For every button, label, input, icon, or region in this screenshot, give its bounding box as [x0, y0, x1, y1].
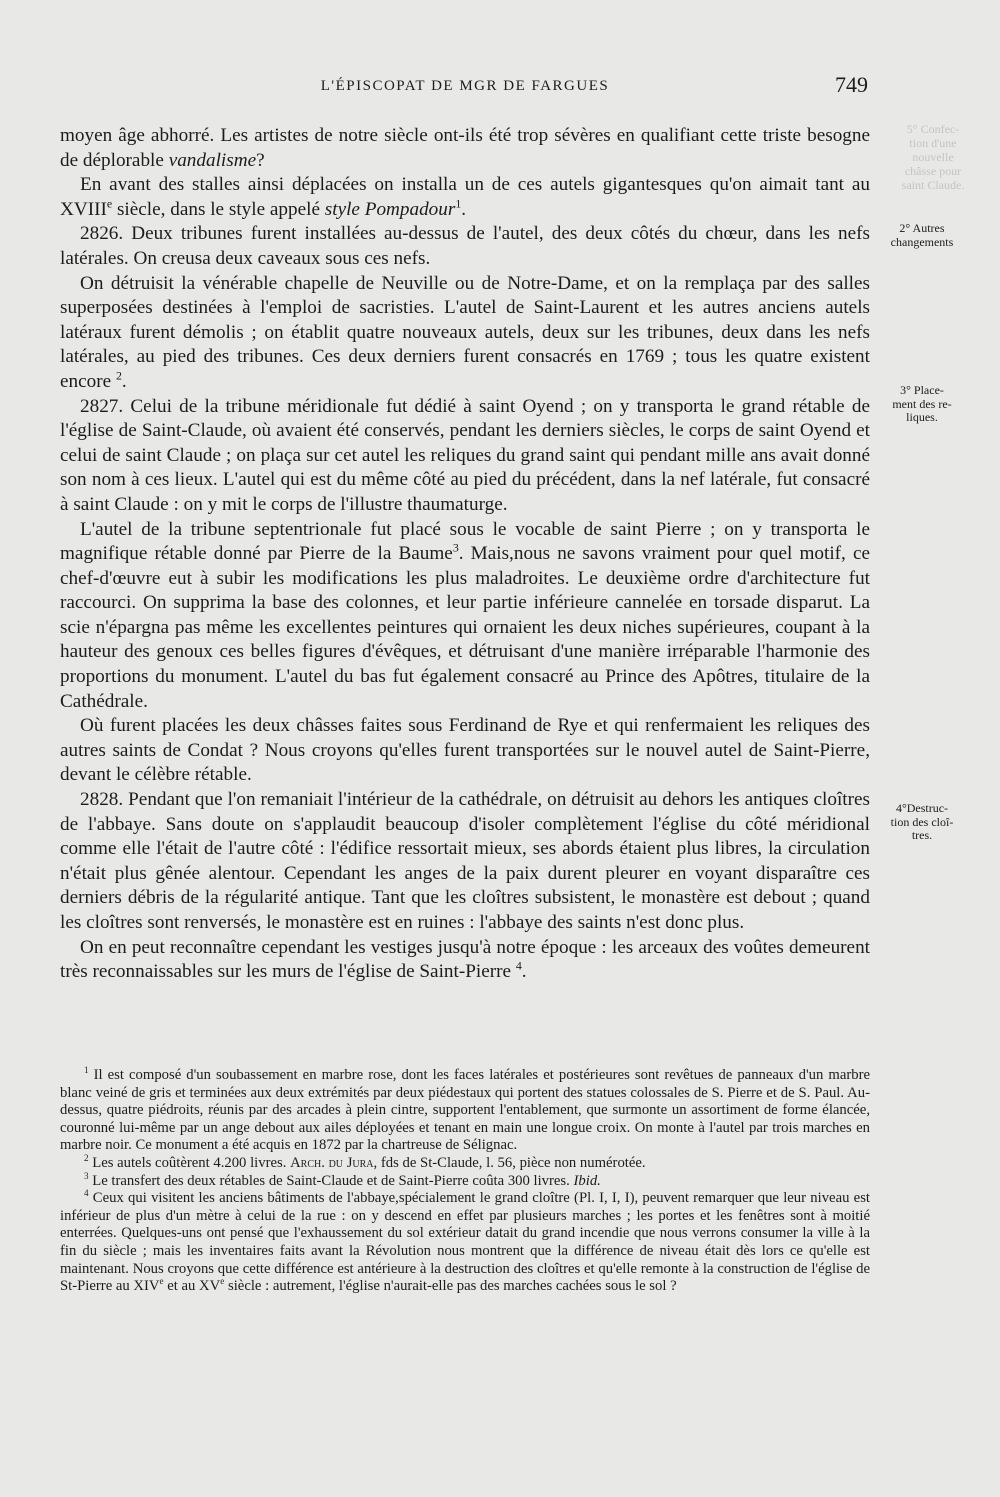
margin-note-autres-changements: 2° Autres changements — [890, 221, 954, 249]
page-number: 749 — [835, 72, 868, 97]
paragraph: En avant des stalles ainsi déplacées on installa un de ces autels gigantesques qu'on aimait tant au XVIIIe siècle, dans le style appelé style Pompadour$^1$. — [60, 174, 870, 220]
footnote-1: $^1$ Il est composé d'un soubassement en marbre rose, dont les faces latérales et postérieures sont revêtues de panneaux d'un marbre blanc veiné de gris et terminées aux deux extrémités par deux piédestaux qui portent des statues colossales de S. Pierre et de S. Paul. Au-dessus, quatre piédroits, réunis par des arcades à plein cintre, supportent l'entablement, que surmonte un assortiment de forme élancée, couronné lui-même par un ange debout aux ailes déployées et tenant en main une longue croix. On monte à l'autel par trois marches en marbre noir. Ce monument a été acquis en 1872 par la chartreuse de Sélignac. — [60, 1065, 870, 1154]
footnote-ref: 2 — [115, 368, 122, 383]
paragraph: moyen âge abhorré. Les artistes de notre siècle ont-ils été trop sévères en qualifiant cette triste besogne de déplorable vandalisme? — [60, 125, 870, 171]
footnote-2: $^2$ Les autels coûtèrent 4.200 livres. Arch. du Jura, fds de St-Claude, l. 56, pièce non numérotée. — [84, 1153, 646, 1171]
paragraph: On en peut reconnaître cependant les vestiges jusqu'à notre époque : les arceaux des voûtes demeurent très reconnaissables sur les murs de l'église de Saint-Pierre $^4$. — [60, 936, 870, 983]
paragraph: L'autel de la tribune septentrionale fut placé sous le vocable de saint Pierre ; on y transporta le magnifique rétable donné par Pierre de la Baume$^3$. Mais,nous ne savons vraiment pour quel motif, ce chef-d'œuvre eut à subir les modifications les plus maladroites. Le deuxième ordre d'architecture fut raccourci. On supprima la base des colonnes, et leur partie inférieure cannelée en torsade disparut. La scie n'épargna pas même les excellentes peintures qui ornaient les deux niches supérieures, coupant à la hauteur des genoux ces belles figures d'évêques, et détruisant d'une manière irréparable l'harmonie des proportions du monument. L'autel du bas fut également consacré au Prince des Apôtres, titulaire de la Cathédrale. — [60, 518, 870, 712]
paragraph: Où furent placées les deux châsses faites sous Ferdinand de Rye et qui renfermaient les reliques des autres saints de Condat ? Nous croyons qu'elles furent transportées sur le nouvel autel de Saint-Pierre, devant le célèbre rétable. — [60, 715, 870, 786]
paragraph-2827: 2827. Celui de la tribune méridionale fut dédié à saint Oyend ; on y transporta le grand rétable de l'église de Saint-Claude, où avaient été conservés, pendant les derniers siècles, le corps de saint Oyend et celui de saint Claude ; on plaça sur cet autel les reliques du grand saint qui pendant mille ans avait donné son nom à ces lieux. L'autel qui est du même côté au pied du précédent, dans la nef latérale, fut consacré à saint Claude : on y mit le corps de l'illustre thaumaturge. — [60, 395, 870, 515]
footnote-3: $^3$ Le transfert des deux rétables de Saint-Claude et de Saint-Pierre coûta 300 livres. Ibid. — [84, 1170, 601, 1189]
margin-note-placement-reliques: 3° Place- ment des re- liques. — [892, 383, 952, 424]
footnote-ref: 3 — [452, 540, 459, 555]
footnotes — [60, 1067, 870, 1296]
footnote-ref: 1 — [455, 196, 462, 211]
running-header — [60, 70, 870, 106]
running-title: L'ÉPISCOPAT DE MGR DE FARGUES — [320, 78, 610, 94]
paragraph-2828: 2828. Pendant que l'on remaniait l'intérieur de la cathédrale, on détruisit au dehors les antiques cloîtres de l'abbaye. Sans doute on s'applaudit beaucoup d'isoler complètement l'église du côté méridional comme elle l'était de l'autre côté : l'édifice ressortait mieux, ses abords étaient plus libres, la circulation n'était plus gênée alentour. Cependant les anges de la paix durent pleurer en voyant disparaître ces derniers débris de la régularité antique. Tant que les cloîtres subsistent, le monastère est debout ; quand les cloîtres sont renversés, le monastère est en ruines : l'abbaye des saints n'est donc plus. — [60, 789, 870, 933]
main-text — [60, 124, 870, 985]
footnote-ref: 4 — [515, 958, 522, 973]
paragraph: On détruisit la vénérable chapelle de Neuville ou de Notre-Dame, et on la remplaça par des salles superposées destinées à l'emploi de sacristies. L'autel de Saint-Laurent et les autres anciens autels latéraux furent démolis ; on établit quatre nouveaux autels, deux sur les tribunes, deux dans les nefs latérales, au pied des tribunes. Ces deux derniers furent consacrés en 1769 ; tous les quatre existent encore $^2$. — [60, 272, 870, 392]
paragraph-2826: 2826. Deux tribunes furent installées au-dessus de l'autel, des deux côtés du chœur, dans les nefs latérales. On creusa deux caveaux sous ces nefs. — [60, 223, 870, 269]
footnote-4: $^4$ Ceux qui visitent les anciens bâtiments de l'abbaye,spécialement le grand cloître (Pl. I, I, I), peuvent remarquer que leur niveau est inférieur de plus d'un mètre à celui de la rue : on y descend en effet par plusieurs marches ; les portes et les fenêtres sont à moitié enterrées. Quelques-uns ont pensé que l'exhaussement du sol extérieur datait du grand incendie que nous verrons consumer la ville à la fin du siècle ; mais les inventaires faits avant la Révolution nous montrent que la différence de niveau était dès lors ce qu'elle est maintenant. Nous croyons que cette différence est antérieure à la destruction des cloîtres et qu'elle remonte à la construction de l'église de St-Pierre au XIVe et au XVe siècle : autrement, l'église n'aurait-elle pas des marches cachées sous le sol ? — [60, 1188, 870, 1295]
margin-note-destruction-cloitres: 4°Destruc- tion des cloî- tres. — [890, 801, 954, 842]
show-through-margin-note: 5° Confec- tion d'une nouvelle châsse pour saint Claude. — [901, 122, 965, 192]
